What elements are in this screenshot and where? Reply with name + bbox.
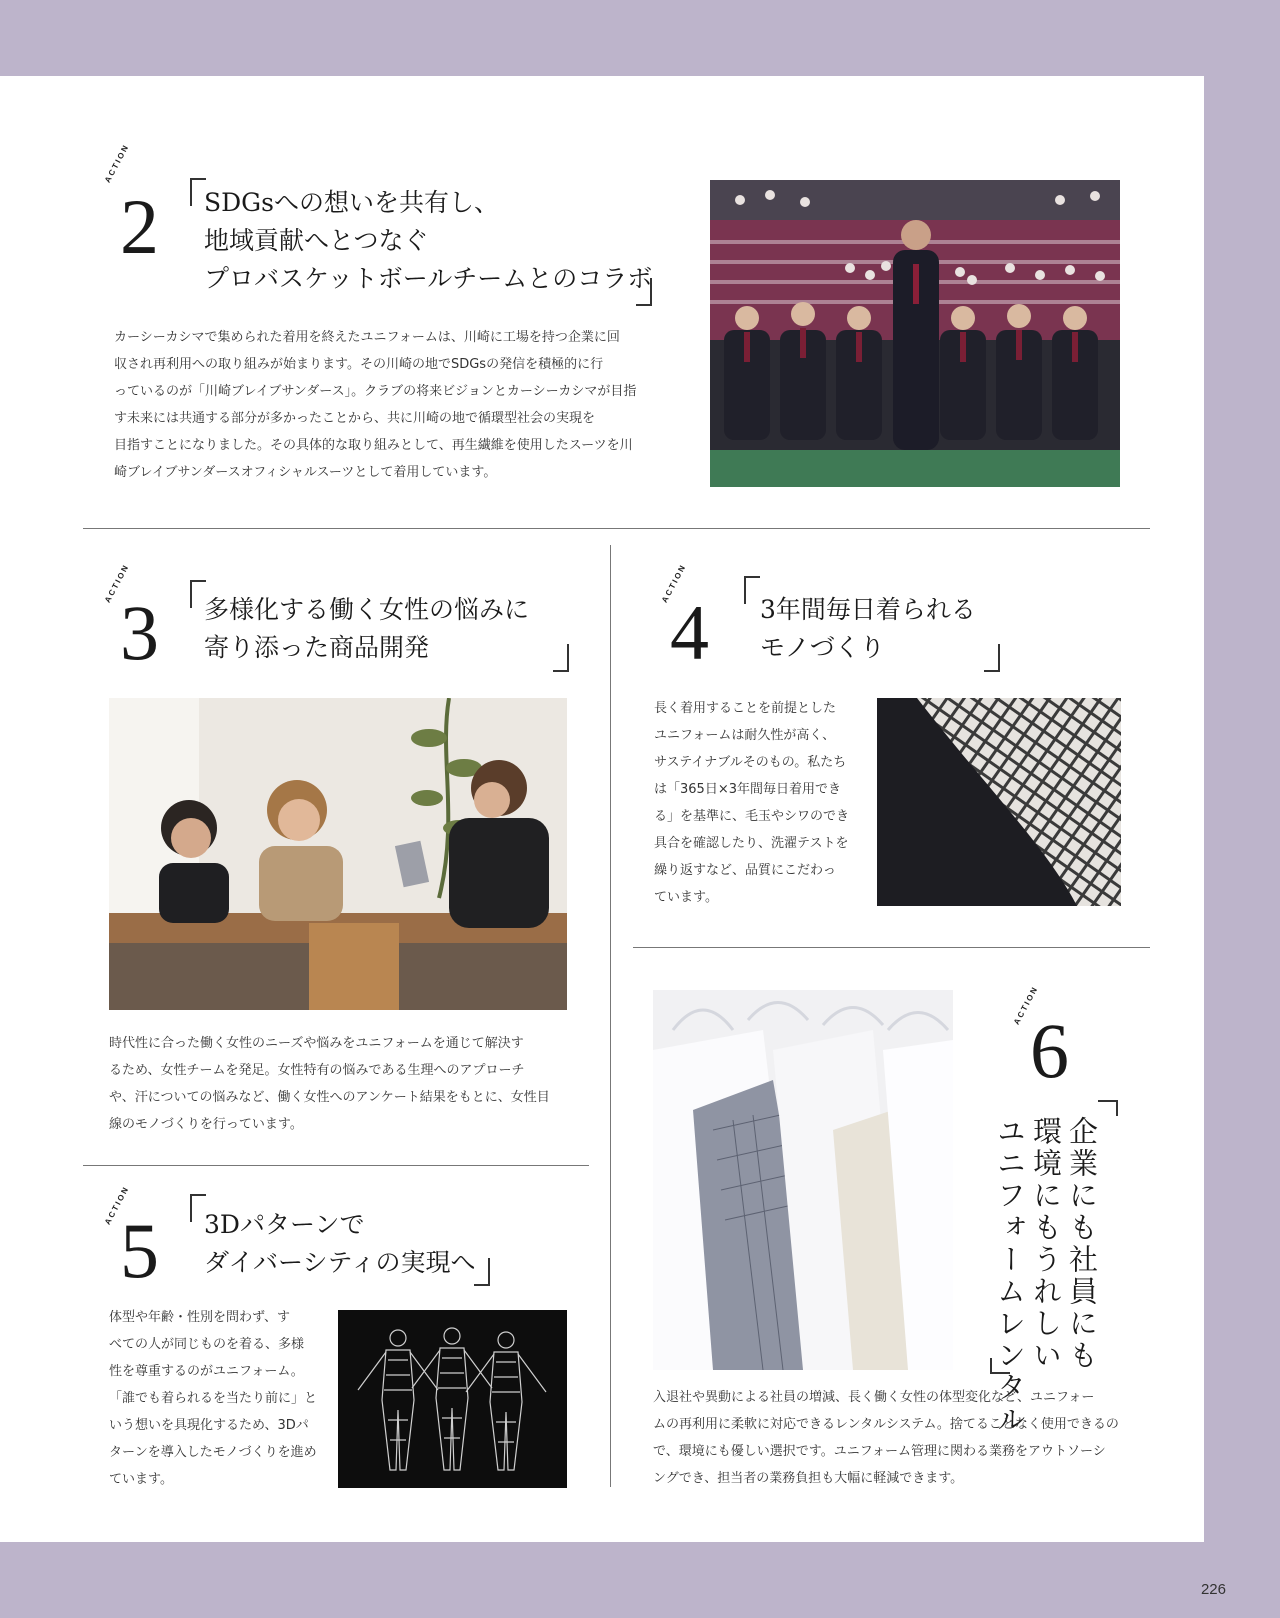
action-label: ACTION (103, 562, 131, 605)
heading-line: 多様化する働く女性の悩みに (204, 595, 530, 624)
body-line: ています。 (109, 1472, 173, 1487)
body-line: る」を基準に、毛玉やシワのでき (654, 809, 850, 824)
heading-line: 環境にもうれしい (1029, 1116, 1063, 1372)
action-label: ACTION (103, 1184, 131, 1227)
divider-horizontal (633, 947, 1150, 948)
basketball-team-photo (710, 180, 1120, 487)
section-number: 3 (120, 589, 159, 676)
body-line: サステイナブルそのもの。私たち (654, 755, 847, 770)
section-heading-vertical (992, 1116, 1100, 1436)
section-heading (204, 591, 529, 667)
heading-line: プロバスケットボールチームとのコラボ (204, 264, 653, 293)
fabric-photo (877, 698, 1121, 906)
action-label: ACTION (103, 142, 131, 185)
section-body (114, 324, 636, 486)
body-line: で、環境にも優しい選択です。ユニフォーム管理に関わる業務をアウトソーシ (653, 1444, 1106, 1459)
body-line: カーシーカシマで集められた着用を終えたユニフォームは、川崎に工場を持つ企業に回 (114, 330, 620, 345)
section-body (109, 1030, 550, 1138)
section-number: 5 (120, 1207, 159, 1294)
body-line: ングでき、担当者の業務負担も大幅に軽減できます。 (653, 1471, 964, 1486)
page-number: 226 (1200, 1581, 1226, 1598)
body-line: 目指すことになりました。その具体的な取り組みとして、再生繊維を使用したスーツを川 (114, 438, 633, 453)
women-team-photo (109, 698, 567, 1010)
body-line: 長く着用することを前提とした (654, 701, 837, 716)
section-heading (760, 591, 976, 667)
section-number: 4 (670, 589, 709, 676)
shirts-photo (653, 990, 953, 1370)
section-body (109, 1304, 317, 1493)
divider-vertical (610, 545, 611, 1487)
heading-line: ユニフォームレンタル (993, 1116, 1027, 1436)
heading-line: 3Dパターンで (204, 1210, 365, 1239)
bracket-close (553, 644, 569, 672)
body-line: 「誰でも着られるを当たり前に」と (109, 1391, 318, 1406)
3d-pattern-photo (338, 1310, 567, 1488)
bracket-open (744, 576, 760, 604)
section-body (653, 1384, 1119, 1492)
heading-line: ダイバーシティの実現へ (204, 1248, 476, 1277)
body-line: 繰り返すなど、品質にこだわっ (654, 863, 836, 878)
action-label: ACTION (660, 562, 688, 605)
section-number: 6 (1030, 1007, 1069, 1094)
body-line: す未来には共通する部分が多かったことから、共に川崎の地で循環型社会の実現を (114, 411, 596, 426)
action-label: ACTION (1012, 984, 1040, 1027)
bracket-close (636, 278, 652, 306)
body-line: ています。 (654, 890, 718, 905)
heading-line: 3年間毎日着られる (760, 595, 976, 624)
section-body (654, 695, 849, 911)
body-line: 入退社や異動による社員の増減、長く働く女性の体型変化など、ユニフォー (653, 1390, 1095, 1405)
white-shirts-illustration (653, 990, 953, 1370)
heading-line: 寄り添った商品開発 (204, 633, 430, 662)
body-line: ユニフォームは耐久性が高く、 (654, 728, 836, 743)
section-heading (204, 1206, 476, 1282)
body-line: べての人が同じものを着る、多様 (109, 1337, 305, 1352)
heading-line: 地域貢献へとつなぐ (204, 226, 429, 255)
body-line: や、汗についての悩みなど、働く女性へのアンケート結果をもとに、女性目 (109, 1090, 550, 1105)
heading-line: モノづくり (760, 633, 885, 662)
body-line: 崎ブレイブサンダースオフィシャルスーツとして着用しています。 (114, 465, 497, 480)
body-line: 収され再利用への取り組みが始まります。その川崎の地でSDGsの発信を積極的に行 (114, 357, 604, 372)
divider-horizontal (83, 528, 1150, 529)
body-line: るため、女性チームを発足。女性特有の悩みである生理へのアプローチ (109, 1063, 525, 1078)
section-number: 2 (120, 183, 159, 270)
bracket-close (474, 1258, 490, 1286)
divider-horizontal (83, 1165, 589, 1166)
basketball-team-illustration (710, 180, 1120, 487)
body-line: ムの再利用に柔軟に対応できるレンタルシステム。捨てることなく使用できるの (653, 1417, 1119, 1432)
heading-line: 企業にも社員にも (1065, 1116, 1099, 1372)
body-line: 性を尊重するのがユニフォーム。 (109, 1364, 304, 1379)
body-line: 具合を確認したり、洗濯テストを (654, 836, 849, 851)
section-heading (204, 184, 652, 298)
bracket-close (984, 644, 1000, 672)
body-line: 線のモノづくりを行っています。 (109, 1117, 303, 1132)
body-line: ターンを導入したモノづくりを進め (109, 1445, 317, 1460)
body-line: いう想いを具現化するため、3Dパ (109, 1418, 309, 1433)
bracket-close (990, 1358, 1010, 1374)
body-line: は「365日×3年間毎日着用でき (654, 782, 841, 797)
body-line: 時代性に合った働く女性のニーズや悩みをユニフォームを通じて解決す (109, 1036, 524, 1051)
heading-line: SDGsへの想いを共有し、 (204, 188, 499, 217)
3d-figures-illustration (338, 1310, 567, 1488)
body-line: 体型や年齢・性別を問わず、す (109, 1310, 290, 1325)
women-meeting-illustration (109, 698, 567, 1010)
bracket-open (1098, 1100, 1118, 1116)
body-line: っているのが「川崎ブレイブサンダース」。クラブの将来ビジョンとカーシーカシマが目指 (114, 384, 637, 399)
fabric-illustration (877, 698, 1121, 906)
